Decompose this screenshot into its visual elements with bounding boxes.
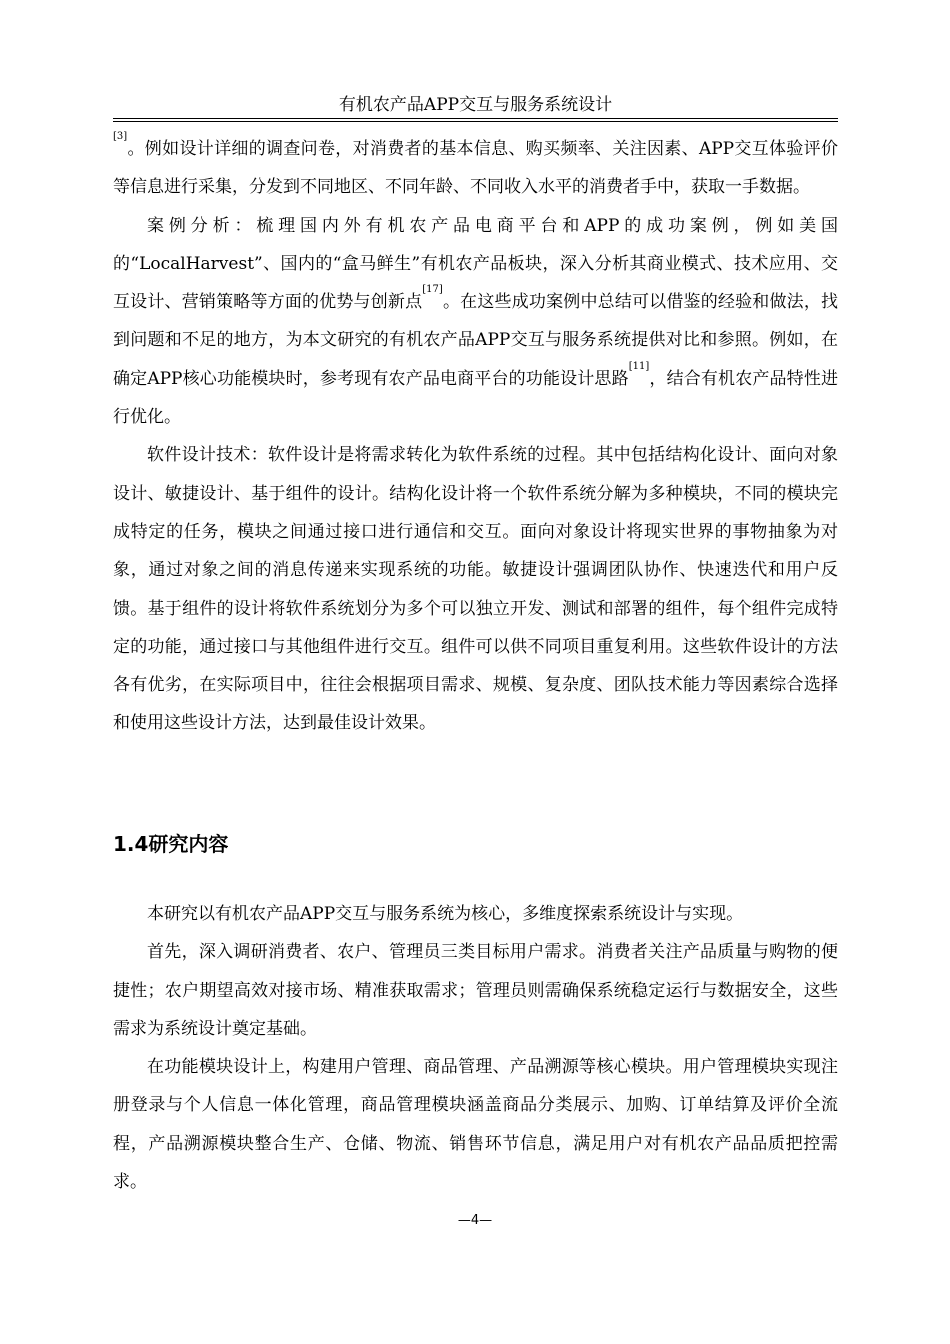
citation: [17]: [422, 284, 443, 296]
page-number: —4—: [457, 1213, 493, 1228]
header-rule: [113, 118, 838, 119]
paragraph-text: 软件设计技术：软件设计是将需求转化为软件系统的过程。其中包括结构化设计、面向对象设计、敏捷设计、基于组件的设计。结构化设计将一个软件系统分解为多种模块，不同的模块完成特定的任务，模块之间通过接口进行通信和交互。面向对象设计将现实世界的事物抽象为对象，通过对象之间的消息传递来实现系统的功能。敏捷设计强调团队协作、快速迭代和用户反馈。基于组件的设计将软件系统划分为多个可以独立开发、测试和部署的组件，每个组件完成特定的功能，通过接口与其他组件进行交互。组件可以供不同项目重复利用。这些软件设计的方法各有优劣，在实际项目中，往往会根据项目需求、规模、复杂度、团队技术能力等因素综合选择和使用这些设计方法，达到最佳设计效果。: [113, 445, 838, 734]
paragraph-case-analysis: [113, 207, 838, 437]
page-header-title: 有机农产品APP交互与服务系统设计: [338, 95, 613, 115]
paragraph-text: ，结合有机农产品特性进行优化。: [113, 368, 839, 428]
paragraph-text: 。在这些成功案例中总结可以借鉴的经验和做法，找到问题和不足的地方，为本文研究的有机农产品APP交互与服务系统提供对比和参照。例如，在确定APP核心功能模块时，参考现有农产品电商平台的功能设计思路: [113, 292, 839, 389]
body-section-methods: [113, 130, 838, 743]
paragraph-intro: 本研究以有机农产品APP交互与服务系统为核心，多维度探索系统设计与实现。: [147, 904, 744, 924]
paragraph-software-design: [113, 436, 838, 742]
paragraph-survey: [113, 130, 838, 207]
section-heading: 1.4研究内容: [113, 832, 229, 856]
paragraph-text: 案例分析：梳理国内外有机农产品电商平台和APP的成功案例，例如美国的“LocalHarvest”、国内的“盒马鲜生”有机农产品板块，深入分析其商业模式、技术应用、交互设计、营销策略等方面的优势与创新点: [113, 215, 838, 313]
header-rule-secondary: [113, 121, 838, 122]
paragraph-modules: 在功能模块设计上，构建用户管理、商品管理、产品溯源等核心模块。用户管理模块实现注册登录与个人信息一体化管理，商品管理模块涵盖商品分类展示、加购、订单结算及评价全流程，产品溯源模块整合生产、仓储、物流、销售环节信息，满足用户对有机农产品品质把控需求。: [113, 1057, 838, 1193]
paragraph-text: 。例如设计详细的调查问卷，对消费者的基本信息、购买频率、关注因素、APP交互体验评价等信息进行采集，分发到不同地区、不同年龄、不同收入水平的消费者手中，获取一手数据。: [113, 139, 838, 198]
paragraph-user-needs: 首先，深入调研消费者、农户、管理员三类目标用户需求。消费者关注产品质量与购物的便捷性；农户期望高效对接市场、精准获取需求；管理员则需确保系统稳定运行与数据安全，这些需求为系统设计奠定基础。: [113, 942, 838, 1039]
citation: [11]: [628, 360, 650, 372]
citation: [3]: [113, 131, 128, 142]
body-section-research-content: [113, 895, 838, 1201]
